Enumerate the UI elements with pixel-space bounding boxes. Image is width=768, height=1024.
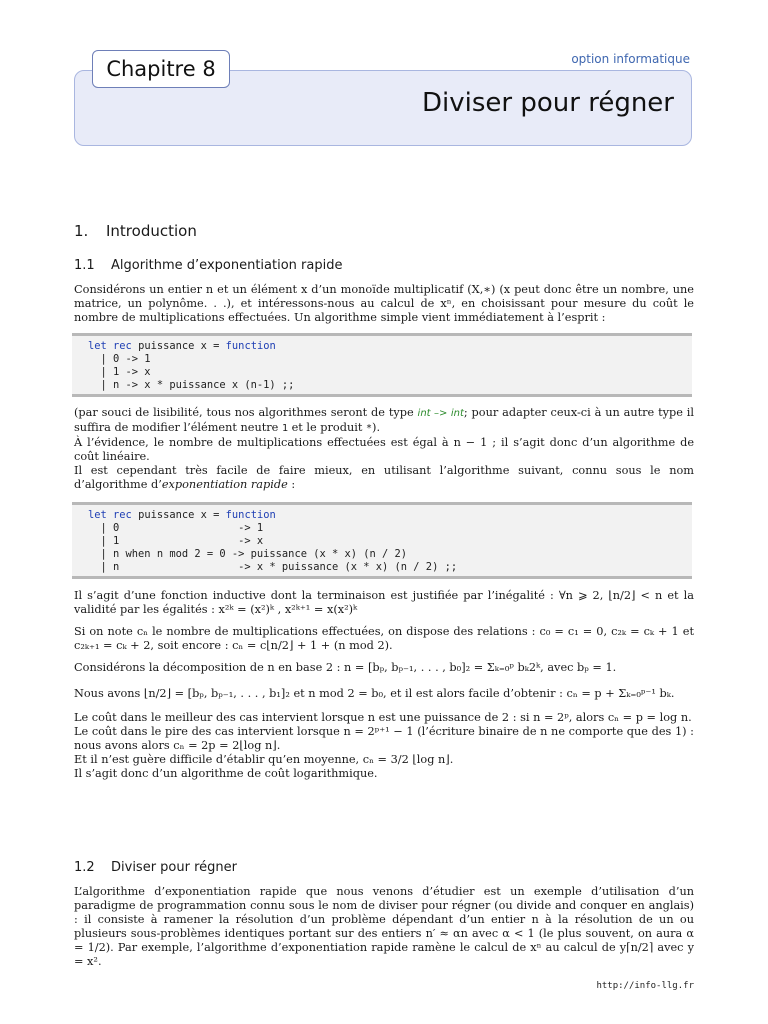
paragraph-termination: Il s’agit d’une fonction inductive dont la terminaison est justifiée par l’inégalité : ∀n ⩾ 2, ⌊n/2⌋ < n et la validité par les égalités : x²ᵏ = (x²)ᵏ , x²ᵏ⁺¹ = x(x²)ᵏ — [74, 589, 694, 616]
code-block-naive — [72, 333, 692, 397]
section-heading-introduction — [74, 222, 197, 240]
type-signature: int –> int — [417, 408, 464, 419]
subsection-title: Algorithme d’exponentiation rapide — [111, 258, 343, 273]
paragraph-math — [74, 589, 694, 781]
code-line: let rec puissance x = function — [88, 509, 276, 521]
code-line: let rec puissance x = function — [88, 340, 276, 352]
paragraph-cost-formula: Nous avons ⌊n/2⌋ = [bₚ, bₚ₋₁, . . . , b₁]₂ et n mod 2 = b₀, et il est alors facile d’obtenir : cₙ = p + Σₖ₌₀ᵖ⁻¹ bₖ. — [74, 687, 675, 700]
subsection-heading-divide — [74, 860, 237, 875]
code-line: | 0 -> 1 — [88, 522, 264, 534]
paragraph-text: Considérons un entier n et un élément x d’un monoïde multiplicatif (X,∗) (x peut donc être un nombre, une matrice, un polynôme. . .), et intéressons-nous au calcul de xⁿ, en choisissant pour mesure du coût le nombre de multiplications effectuées. Un algorithme simple vient immédiatement à l’esprit : — [74, 283, 694, 324]
paragraph-relations: Si on note cₙ le nombre de multiplications effectuées, on dispose des relations : c₀ = c₁ = 0, c₂ₖ = cₖ + 1 et c₂ₖ₊₁ = cₖ + 2, soit encore : cₙ = c⌊n/2⌋ + 1 + (n mod 2). — [74, 625, 694, 652]
footer-url[interactable]: http://info-llg.fr — [596, 981, 694, 991]
subsection-number: 1.2 — [74, 860, 95, 875]
code-keyword: let — [88, 509, 107, 521]
section-number: 1. — [74, 222, 89, 240]
paragraph-text: L’algorithme d’exponentiation rapide que nous venons d’étudier est un exemple d’utilisation d’un paradigme de programmation connu sous le nom de diviser pour régner (ou divide and conquer en anglais) : il consiste à ramener la résolution d’un problème dépendant d’un entier n à la résolution de un ou plusieurs sous-problèmes identiques portant sur des entiers n′ ≈ αn avec α < 1 (le plus souvent, on aura α = 1/2). Par exemple, l’algorithme d’exponentiation rapide ramène le calcul de xⁿ au calcul de y⌈n/2⌉ avec y = x². — [74, 885, 694, 968]
code-keyword: let — [88, 340, 107, 352]
paragraph-type-note — [74, 406, 694, 492]
fast-exp-text-b: : — [287, 478, 296, 491]
type-note-text-a: (par souci de lisibilité, tous nos algorithmes seront de type — [74, 406, 414, 419]
chapter-title: Diviser pour régner — [422, 88, 674, 118]
section-title: Introduction — [106, 222, 197, 240]
paragraph-decomposition: Considérons la décomposition de n en base 2 : n = [bₚ, bₚ₋₁, . . . , b₀]₂ = Σₖ₌₀ᵖ bₖ2ᵏ, avec bₚ = 1. — [74, 661, 617, 674]
code-keyword: rec — [113, 340, 132, 352]
chapter-label: Chapitre 8 — [92, 50, 230, 88]
fast-exp-text-a: Il est cependant très facile de faire mieux, en utilisant l’algorithme suivant, connu sous le nom d’algorithme d’ — [74, 464, 694, 491]
code-line: | 1 -> x — [88, 535, 264, 547]
code-keyword: function — [225, 340, 276, 352]
code-keyword: function — [225, 509, 276, 521]
code-line: | n -> x * puissance (x * x) (n / 2) ;; — [88, 561, 458, 573]
code-line: | 0 -> 1 — [88, 353, 151, 365]
subsection-heading-exponentiation — [74, 258, 342, 273]
code-block-fast — [72, 502, 692, 579]
paragraph-linear-cost: À l’évidence, le nombre de multiplications effectuées est égal à n − 1 ; il s’agit donc d’un algorithme de coût linéaire. — [74, 436, 694, 463]
cost-best: Le coût dans le meilleur des cas intervient lorsque n est une puissance de 2 : si n = 2ᵖ, alors cₙ = p = log n. — [74, 711, 692, 724]
paragraph-divide-conquer — [74, 885, 694, 969]
fast-exp-term: exponentiation rapide — [161, 478, 288, 491]
option-label: option informatique — [571, 52, 690, 66]
paragraph-intro — [74, 283, 694, 325]
neutral-element: 1 — [281, 423, 288, 434]
code-keyword: rec — [113, 509, 132, 521]
subsection-title: Diviser pour régner — [111, 860, 237, 875]
code-line: | 1 -> x — [88, 366, 151, 378]
product-operator: * — [366, 423, 373, 434]
cost-worst: Le coût dans le pire des cas intervient lorsque n = 2ᵖ⁺¹ − 1 (l’écriture binaire de n ne comporte que des 1) : nous avons alors cₙ = 2p = 2⌊log n⌋. — [74, 725, 694, 752]
type-note-text-c: et le produit — [291, 421, 363, 434]
cost-average: Et il n’est guère difficile d’établir qu’en moyenne, cₙ = 3/2 ⌊log n⌋. — [74, 753, 454, 766]
subsection-number: 1.1 — [74, 258, 95, 273]
cost-conclusion: Il s’agit donc d’un algorithme de coût logarithmique. — [74, 767, 378, 780]
code-line: | n -> x * puissance x (n-1) ;; — [88, 379, 295, 391]
type-note-text-b: ; pour adapter ceux-ci à un autre type il suffira de modifier l’élément neutre — [74, 406, 695, 434]
code-line: | n when n mod 2 = 0 -> puissance (x * x) (n / 2) — [88, 548, 408, 560]
type-note-text-d: ). — [372, 421, 381, 434]
